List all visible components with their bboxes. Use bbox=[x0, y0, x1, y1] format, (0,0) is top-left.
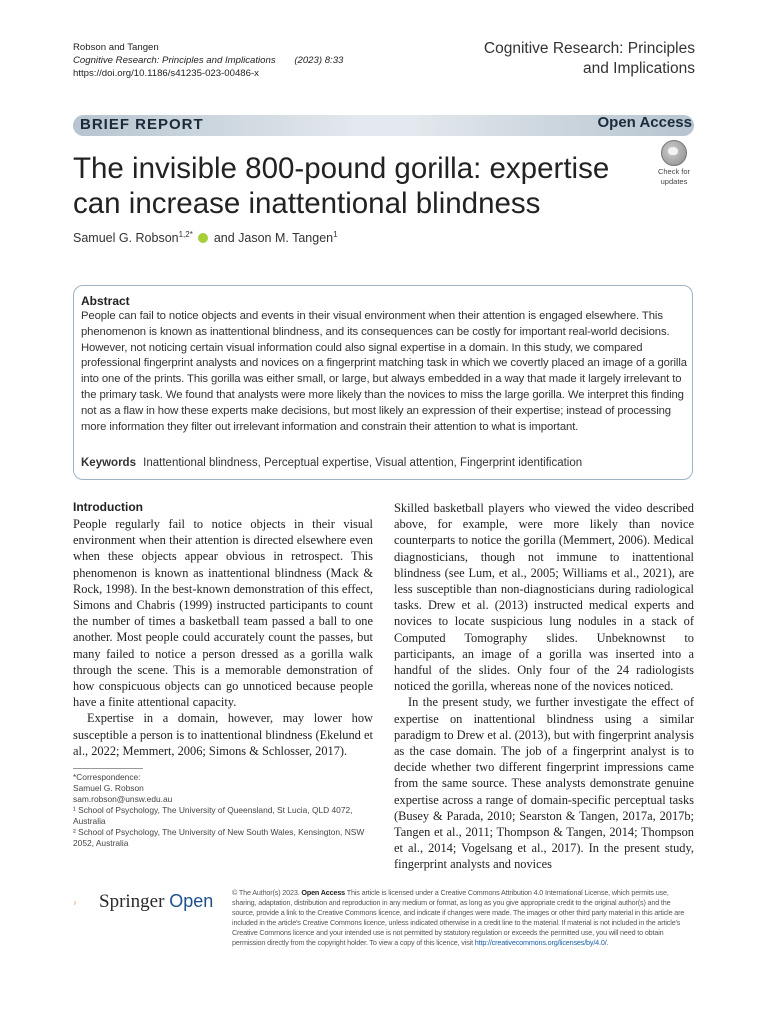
keywords-list: Inattentional blindness, Perceptual expertise, Visual attention, Fingerprint identification bbox=[143, 457, 583, 469]
affiliation-1: ¹ School of Psychology, The University of Queensland, St Lucia, QLD 4072, Australia bbox=[73, 805, 353, 826]
springer-open-brand: Open bbox=[169, 891, 214, 911]
badge-line1: Check for bbox=[657, 167, 691, 176]
running-header bbox=[73, 41, 343, 80]
correspondence-name: Samuel G. Robson bbox=[73, 783, 144, 793]
header-authors: Robson and Tangen bbox=[73, 42, 159, 53]
check-for-updates-badge[interactable] bbox=[654, 140, 694, 186]
springer-horse-icon bbox=[73, 888, 97, 918]
license-link[interactable]: http://creativecommons.org/licenses/by/4.0/ bbox=[474, 937, 607, 947]
article-title: The invisible 800-pound gorilla: expertise can increase inattentional blindness bbox=[73, 152, 610, 220]
paragraph: People regularly fail to notice objects in their visual environment when their attention is directed elsewhere even when these objects appear obvious in retrospect. This phenomenon is known as inattentional blindness (Mack & Rock, 1998). In the best-known demonstration of this effect, Simons and Chabris (1999) instructed participants to count the number of times a basketball team passed a ball to one another. Most people could accurately count the passes, but many failed to notice a person dressed as a gorilla walk through the scene. This is a memorable demonstration of how conspicuous objects can go unnoticed because people have a finite attentional capacity. bbox=[73, 517, 373, 710]
license-text bbox=[232, 888, 694, 947]
author-robson[interactable]: Samuel G. Robson bbox=[73, 231, 179, 246]
paragraph: In the present study, we further investigate the effect of expertise on inattentional blindness using a similar paradigm to Drew et al. (2013), but with fingerprint analysis as the case domain. The job of a fingerprint analyst is to decide whether two different fingerprint impressions came from the same source. These analysts demonstrate genuine expertise across a range of domain-specific perceptual tasks (Busey & Parada, 2010; Searston & Tangen, 2017a, 2017b; Tangen et al., 2011; Thompson & Tangen, 2014; Thompson et al., 2014; Vogelsang et al., 2017). In the present study, fingerprint analysts and novices bbox=[394, 695, 694, 872]
author2-affiliation: 1 bbox=[333, 230, 338, 239]
orcid-icon[interactable] bbox=[198, 233, 208, 243]
author-tangen[interactable]: and Jason M. Tangen bbox=[213, 231, 334, 246]
abstract-text: People can fail to notice objects and events in their visual environment when their attention is engaged elsewhere. This phenomenon is known as inattentional blindness, and its consequences can be costly for important real-world decisions. However, not noticing certain visual information could also signal expertise in a domain. In this study, we compared professional fingerprint analysts and novices on a fingerprint matching task in which we covertly placed an image of a gorilla into one of the prints. This gorilla was either small, or large, but always embedded in a way that made it largely irrelevant to the primary task. We found that analysts were more likely than the novices to miss the large gorilla. We interpret this finding not as a flaw in how these experts make decisions, but most likely an expression of their expertise; instead of processing more information they filter out irrelevant information and constrain their attention to what is important. bbox=[81, 310, 687, 433]
affiliation-2: ² School of Psychology, The University of New South Wales, Kensington, NSW 2052, Australia bbox=[73, 827, 365, 848]
left-column bbox=[73, 516, 373, 759]
article-type-label: BRIEF REPORT bbox=[80, 116, 204, 133]
introduction-heading: Introduction bbox=[73, 500, 143, 514]
correspondence-label: *Correspondence: bbox=[73, 772, 141, 782]
author1-affiliation: 1,2* bbox=[178, 230, 193, 239]
footnotes bbox=[73, 772, 373, 849]
author-list bbox=[73, 230, 338, 245]
springer-open-logo bbox=[99, 891, 213, 913]
header-year-volume: (2023) 8:33 bbox=[294, 55, 344, 66]
license-body: This article is licensed under a Creative Commons Attribution 4.0 International License, which permits use, sharing, adaptation, distribution and reproduction in any medium or format, as long as you give appropriate credit to the original author(s) and the source, provide a link to the Creative Commons licence, and indicate if changes were made. The images or other third party material in this article are included in the article's Creative Commons licence, unless indicated otherwise in a credit line to the material. If material is not included in the article's Creative Commons licence and your intended use is not permitted by statutory regulation or exceeds the permitted use, you will need to obtain permission directly from the copyright holder. To view a copy of this licence, visit bbox=[232, 888, 685, 947]
check-for-updates-icon bbox=[661, 140, 687, 166]
paragraph: Expertise in a domain, however, may lower how susceptible a person is to inattentional blindness (Ekelund et al., 2022; Memmert, 2006; Simons & Schlosser, 2017). bbox=[73, 711, 373, 758]
badge-line2: updates bbox=[660, 177, 688, 186]
correspondence-email[interactable]: sam.robson@unsw.edu.au bbox=[73, 794, 173, 804]
journal-brand bbox=[484, 39, 695, 79]
keywords-label: Keywords bbox=[81, 457, 136, 469]
header-journal: Cognitive Research: Principles and Implications bbox=[73, 55, 276, 66]
license-end: . bbox=[606, 937, 609, 947]
keywords bbox=[81, 457, 687, 469]
paragraph: Skilled basketball players who viewed the video described above, for example, were more likely than novice counterparts to notice the gorilla (Memmert, 2006). Medical diagnosticians, though not immune to inattentional blindness (see Lum, et al., 2005; Williams et al., 2021), are less susceptible than non-diagnosticians during radiological tasks. Drew et al. (2013) instructed medical experts and novices to locate suspicious lung nodules in a stack of Computed Tomography slides. Unbeknownst to participants, an image of a gorilla was inserted into a handful of the slides. Only four of the 24 radiologists noticed the gorilla, whereas none of the novices noticed. bbox=[394, 501, 694, 694]
springer-brand: Springer bbox=[99, 891, 165, 912]
footnote-rule bbox=[73, 768, 143, 769]
license-open-access: Open Access bbox=[301, 888, 346, 897]
license-copyright: © The Author(s) 2023. bbox=[232, 888, 300, 897]
header-doi-link[interactable]: https://doi.org/10.1186/s41235-023-00486-x bbox=[73, 68, 259, 79]
abstract-heading: Abstract bbox=[81, 294, 130, 308]
journal-brand-line2: and Implications bbox=[582, 60, 695, 77]
right-column bbox=[394, 500, 694, 873]
journal-brand-line1: Cognitive Research: Principles bbox=[483, 40, 695, 57]
open-access-label: Open Access bbox=[597, 114, 692, 131]
